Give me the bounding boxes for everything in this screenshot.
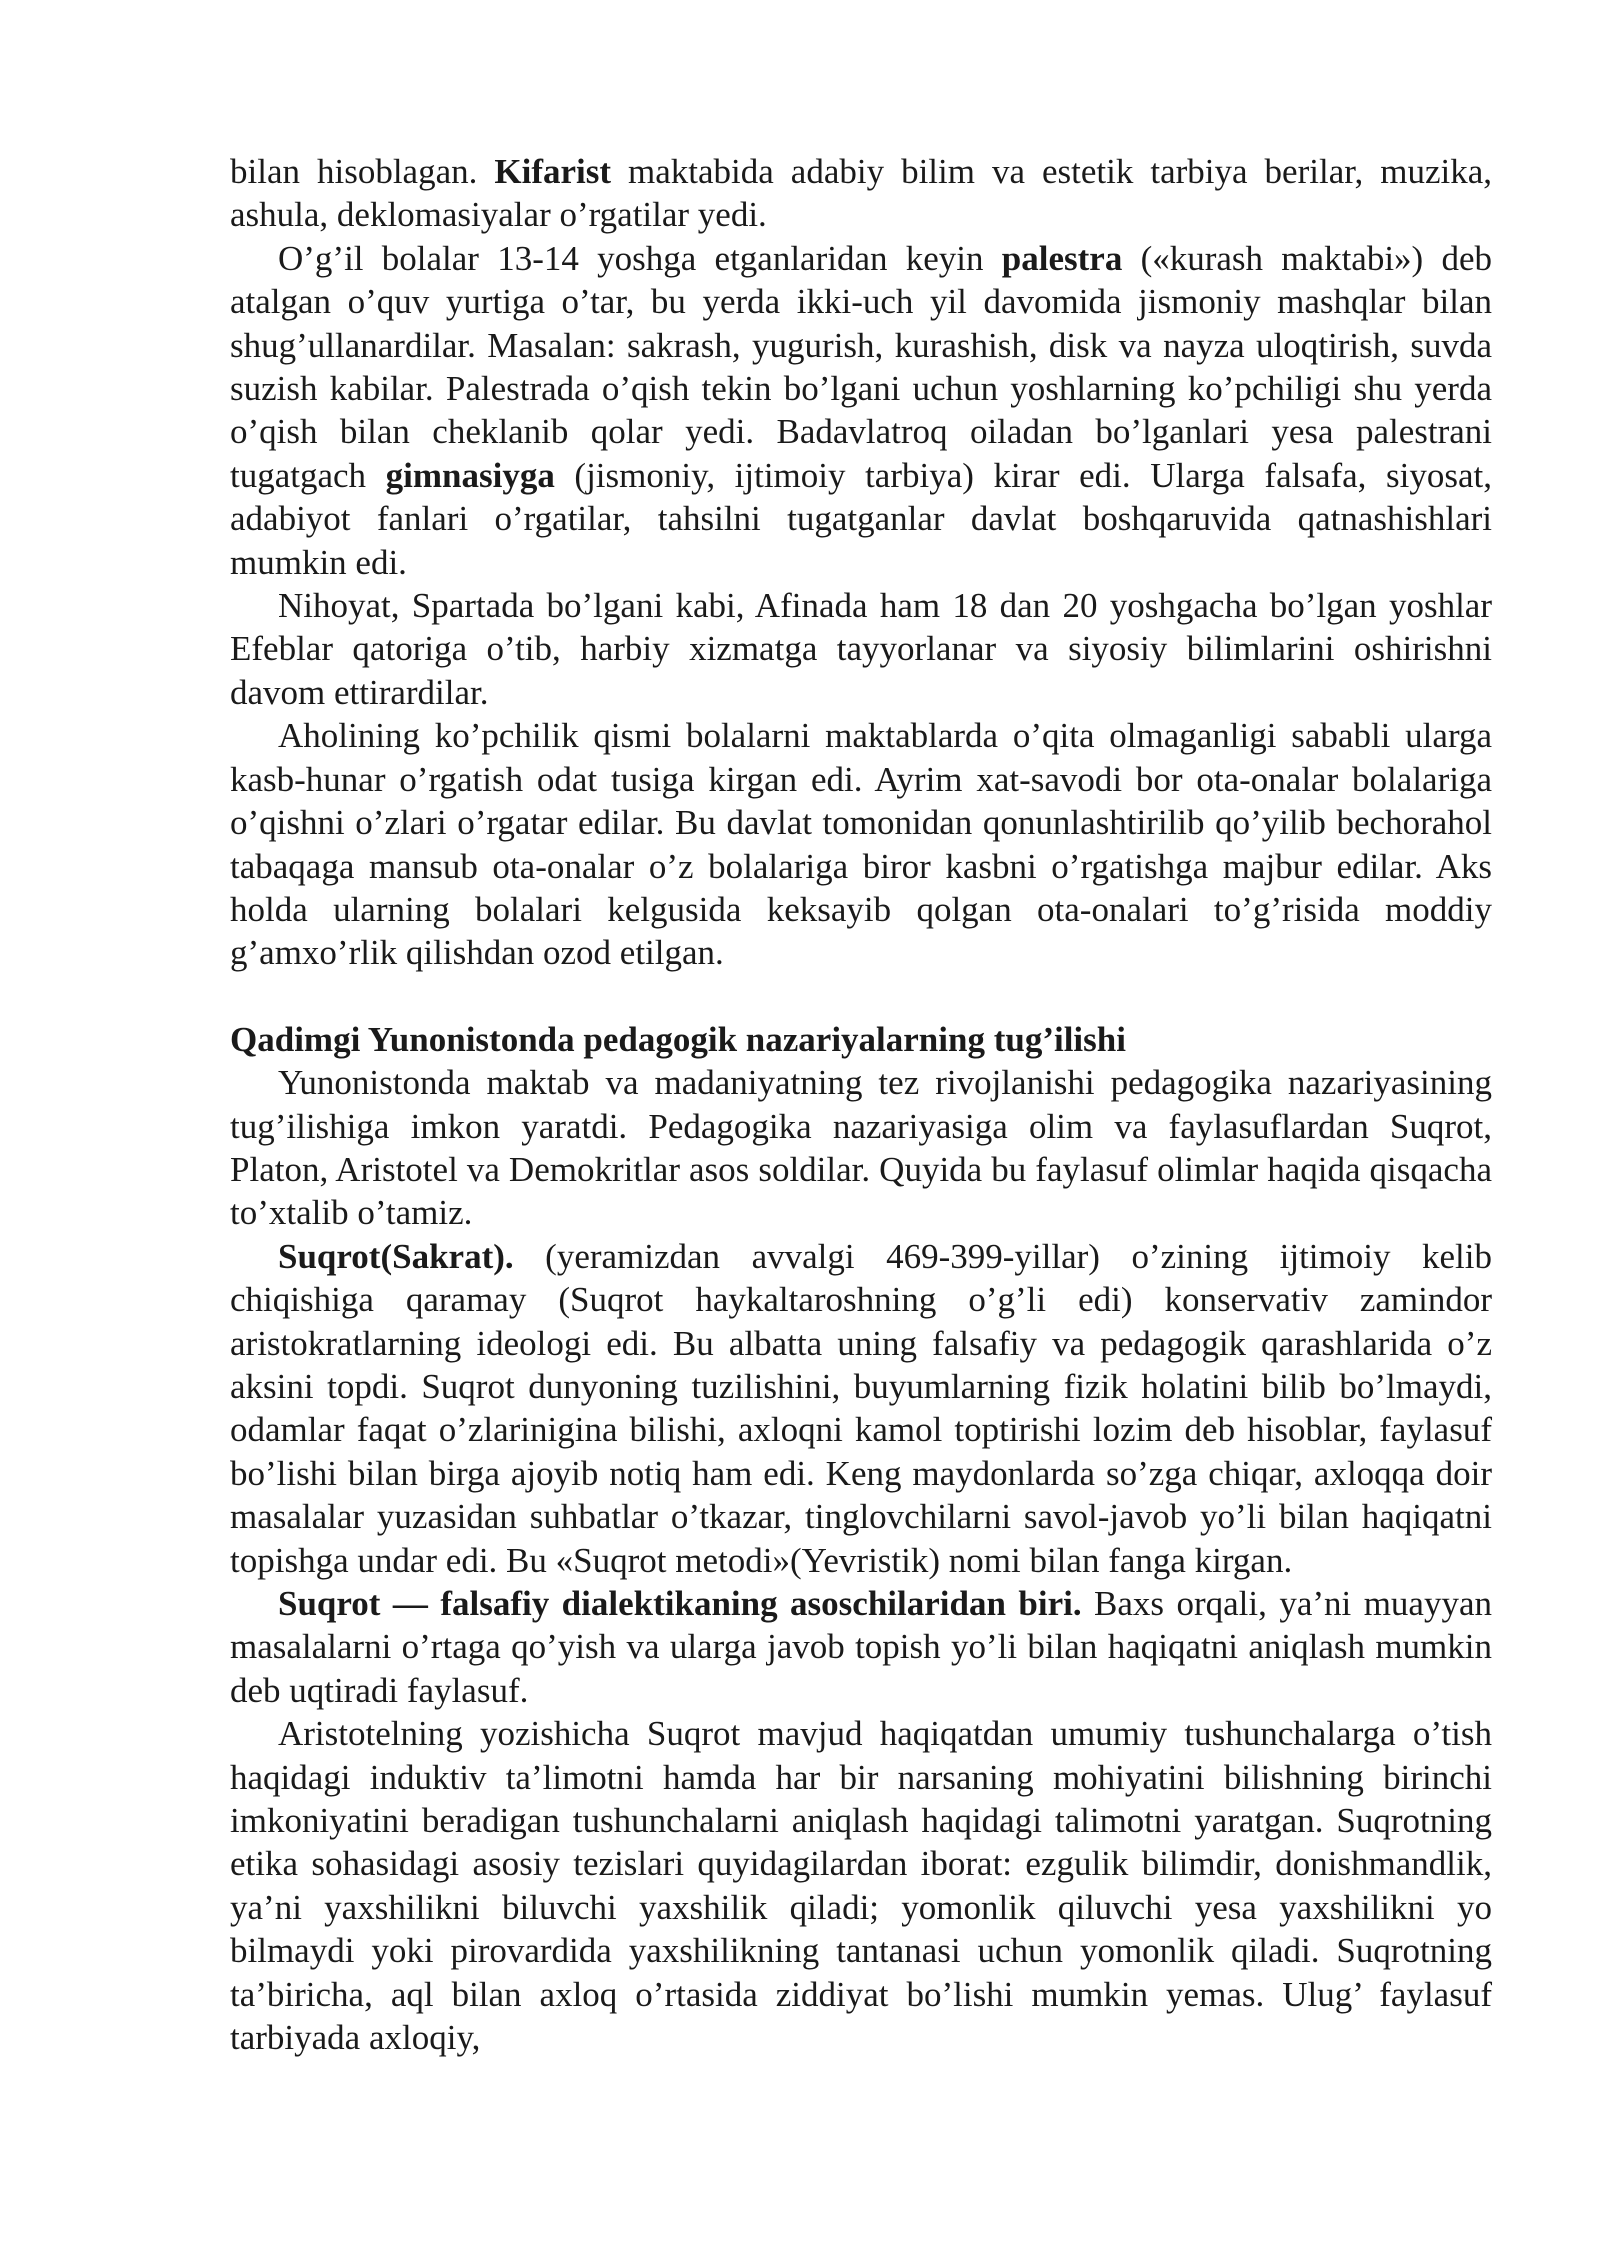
paragraph <box>230 714 1492 974</box>
paragraph <box>230 150 1492 237</box>
term-suqrot: Suqrot(Sakrat). <box>278 1236 514 1276</box>
text-run: («kurash maktabi») deb atalgan o’quv yurtiga o’tar, bu yerda ikki-uch yil davomida jismoniy mashqlar bilan shug’ullanardilar. Masalan: sakrash, yugurish, kurashish, disk va nayza uloqtirish, suvda suzish kabilar. Palestrada o’qish tekin bo’lgani uchun yoshlarning ko’pchiligi shu yerda o’qish bilan cheklanib qolar yedi. Badavlatroq oiladan bo’lganlari yesa palestrani tugatgach <box>230 238 1492 495</box>
text-run: maktabida adabiy bilim va estetik tarbiya berilar, muzika, ashula, deklomasiyalar o’rgatilar yedi. <box>230 152 1492 235</box>
text-run: O’g’il bolalar 13-14 yoshga etganlaridan keyin <box>278 238 1002 278</box>
paragraph <box>230 1582 1492 1712</box>
text-run: Aholining ko’pchilik qismi bolalarni maktablarda o’qita olmaganligi sababli ularga kasb-hunar o’rgatish odat tusiga kirgan edi. Ayrim xat-savodi bor ota-onalar bolalariga o’qishni o’zlari o’rgatar edilar. Bu davlat tomonidan qonunlashtirilib qo’yilib bechorahol tabaqaga mansub ota-onalar o’z bolalariga biror kasbni o’rgatishga majbur edilar. Aks holda ularning bolalari kelgusida keksayib qolgan ota-onalari to’g’risida moddiy g’amxo’rlik qilishdan ozod etilgan. <box>230 716 1492 973</box>
term-gimnasiyga: gimnasiyga <box>385 455 555 495</box>
document-page <box>230 150 1492 2059</box>
paragraph <box>230 584 1492 714</box>
term-palestra: palestra <box>1001 238 1123 278</box>
text-run: Yunonistonda maktab va madaniyatning tez rivojlanishi pedagogika nazariyasining tug’ilishiga imkon yaratdi. Pedagogika nazariyasiga olim va faylasuflardan Suqrot, Platon, Aristotel va Demokritlar asos soldilar. Quyida bu faylasuf olimlar haqida qisqacha to’xtalib o’tamiz. <box>230 1063 1492 1233</box>
text-run: Aristotelning yozishicha Suqrot mavjud haqiqatdan umumiy tushunchalarga o’tish haqidagi induktiv ta’limotni hamda har bir narsaning mohiyatini bilishning birinchi imkoniyatini beradigan tushunchalarni aniqlash haqidagi talimotni yaratgan. Suqrotning etika sohasidagi asosiy tezislari quyidagilardan iborat: ezgulik bilimdir, donishmandlik, ya’ni yaxshilikni biluvchi yaxshilik qiladi; yomonlik qiluvchi yesa yaxshilikni yo bilmaydi yoki pirovardida yaxshilikning tantanasi uchun yomonlik qiladi. Suqrotning ta’biricha, aql bilan axloq o’rtasida ziddiyat bo’lishi mumkin yemas. Ulug’ faylasuf tarbiyada axloqiy, <box>230 1714 1492 2058</box>
text-run: Nihoyat, Spartada bo’lgani kabi, Afinada ham 18 dan 20 yoshgacha bo’lgan yoshlar Efeblar qatoriga o’tib, harbiy xizmatga tayyorlanar va siyosiy bilimlarini oshirishni davom ettirardilar. <box>230 586 1492 712</box>
text-run: (yeramizdan avvalgi 469-399-yillar) o’zining ijtimoiy kelib chiqishiga qaramay (Suqrot haykaltaroshning o’g’li edi) konservativ zamindor aristokratlarning ideologi edi. Bu albatta uning falsafiy va pedagogik qarashlarida o’z aksini topdi. Suqrot dunyoning tuzilishini, buyumlarning fizik holatini bilib bo’lmaydi, odamlar faqat o’zlarinigina bilishi, axloqni kamol toptirishi lozim deb hisoblar, faylasuf bo’lishi bilan birga ajoyib notiq ham edi. Keng maydonlarda so’zga chiqar, axloqqa doir masalalar yuzasidan suhbatlar o’tkazar, tinglovchilarni savol-javob yo’li bilan haqiqatni topishga undar edi. Bu «Suqrot metodi»(Yevristik) nomi bilan fanga kirgan. <box>230 1236 1492 1580</box>
paragraph <box>230 1235 1492 1582</box>
text-run: bilan hisoblagan. <box>230 152 495 191</box>
paragraph <box>230 1061 1492 1235</box>
paragraph <box>230 237 1492 584</box>
text-run: (jismoniy, ijtimoiy tarbiya) kirar edi. Ularga falsafa, siyosat, adabiyot fanlari o’rgatilar, tahsilni tugatganlar davlat boshqaruvida qatnashishlari mumkin edi. <box>230 455 1492 582</box>
section-heading: Qadimgi Yunonistonda pedagogik nazariyalarning tug’ilishi <box>230 1019 1126 1059</box>
section-gap <box>230 975 1492 1018</box>
text-run: Baxs orqali, ya’ni muayyan masalalarni o’rtaga qo’yish va ularga javob topish yo’li bilan haqiqatni aniqlash mumkin deb uqtiradi faylasuf. <box>230 1584 1492 1710</box>
term-dialektika: Suqrot — falsafiy dialektikaning asoschilaridan biri. <box>278 1584 1082 1623</box>
term-kifarist: Kifarist <box>494 152 612 191</box>
paragraph <box>230 1712 1492 2059</box>
